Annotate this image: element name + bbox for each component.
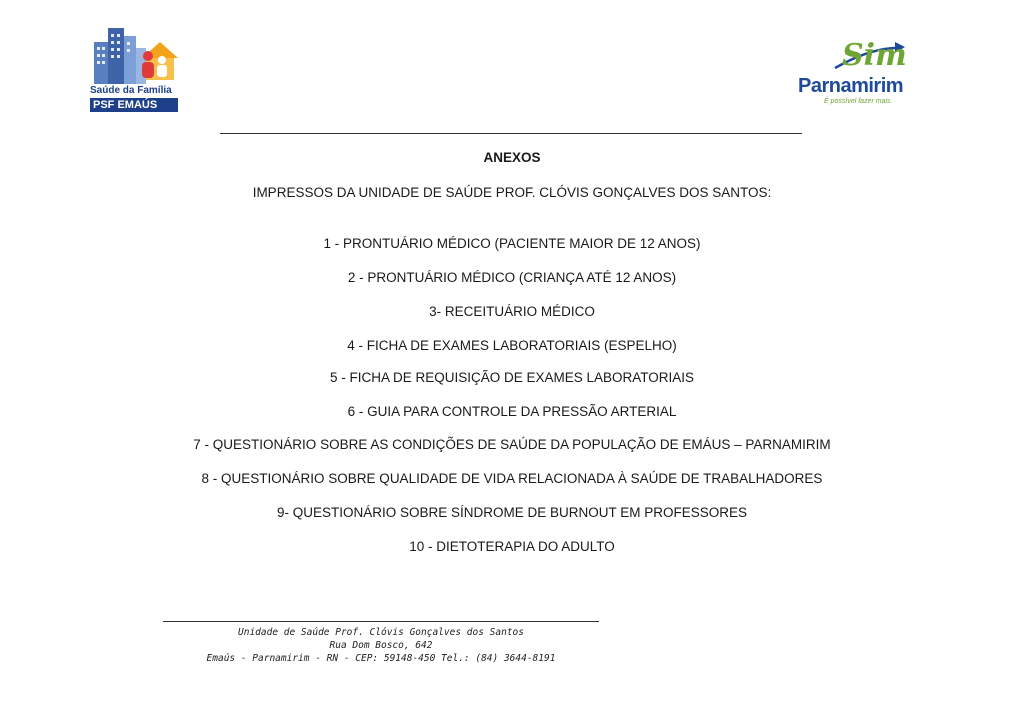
list-item: 5 - FICHA DE REQUISIÇÃO DE EXAMES LABORATORIAIS [329, 370, 695, 385]
buildings-family-icon [90, 22, 182, 84]
logo-text-sim: Sim [842, 38, 907, 73]
list-item: 1 - PRONTUÁRIO MÉDICO (PACIENTE MAIOR DE 12 ANOS) [323, 236, 701, 251]
psf-emaus-logo [90, 22, 182, 114]
parnamirim-logo [795, 38, 935, 108]
logo-text-parnamirim: Parnamirim [798, 75, 904, 97]
list-item: 6 - GUIA PARA CONTROLE DA PRESSÃO ARTERIAL [347, 404, 677, 419]
footer-address: Rua Dom Bosco, 642 [329, 640, 433, 651]
list-item: 8 - QUESTIONÁRIO SOBRE QUALIDADE DE VIDA RELACIONADA À SAÚDE DE TRABALHADORES [201, 471, 823, 486]
footer-unit-name: Unidade de Saúde Prof. Clóvis Gonçalves dos Santos [238, 627, 524, 638]
page-subtitle: IMPRESSOS DA UNIDADE DE SAÚDE PROF. CLÓVIS GONÇALVES DOS SANTOS: [252, 185, 772, 200]
footer-contact: Emaús - Parnamirim - RN - CEP: 59148-450 Tel.: (84) 3644-8191 [206, 653, 556, 664]
list-item: 7 - QUESTIONÁRIO SOBRE AS CONDIÇÕES DE SAÚDE DA POPULAÇÃO DE EMÁUS – PARNAMIRIM [193, 437, 831, 452]
list-item: 4 - FICHA DE EXAMES LABORATORIAIS (ESPELHO) [347, 338, 677, 353]
footer-divider [163, 621, 599, 622]
header-divider [220, 133, 802, 134]
list-item: 9- QUESTIONÁRIO SOBRE SÍNDROME DE BURNOUT EM PROFESSORES [276, 505, 748, 520]
logo-slogan: É possível fazer mais. [824, 98, 893, 105]
list-item: 2 - PRONTUÁRIO MÉDICO (CRIANÇA ATÉ 12 ANOS) [347, 270, 677, 285]
list-item: 3- RECEITUÁRIO MÉDICO [429, 304, 595, 319]
page-title: ANEXOS [483, 150, 541, 165]
list-item: 10 - DIETOTERAPIA DO ADULTO [409, 539, 615, 554]
logo-text-saude-da-familia: Saúde da Família [90, 85, 172, 96]
logo-text-psf-emaus: PSF EMAÚS [90, 98, 178, 112]
